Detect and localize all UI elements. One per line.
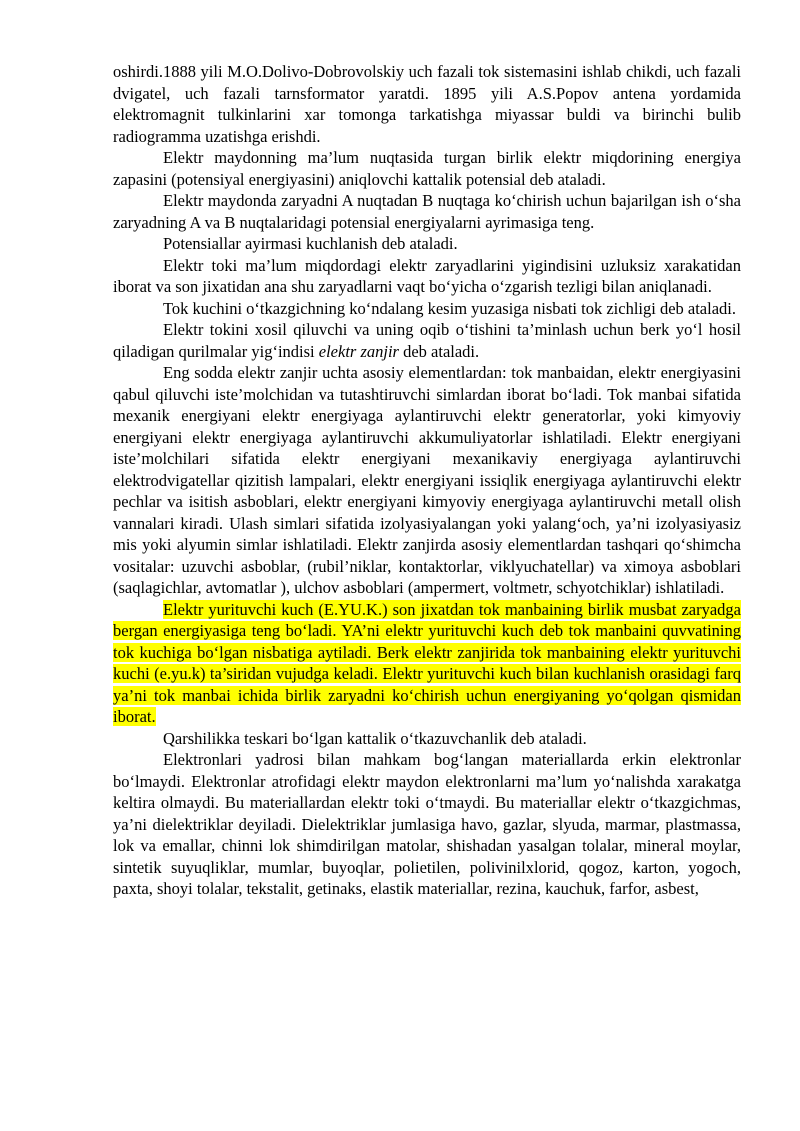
highlighted-text: tok kuchiga bo‘lgan nisbatiga aytiladi. Berk elektr zanjirida tok manbaining elektr yurituvchi kuchi (e.yu.k) ta’siridan vujudga keladi. Elektr yurituvchi kuch bilan kuchlanish orasidagi farq ya’ni tok manbai ichida birlik zaryadni ko‘chirish uchun energiyaning yo‘qolgan qismidan iborat.	[113, 642, 741, 726]
text-run: deb ataladi.	[398, 341, 480, 361]
text-run: Elektr toki ma’lum miqdordagi elektr zaryadlarini yigindisini uzluksiz xarakatidan iborat va son jixatidan ana shu zaryadlarni vaqt bo‘yicha o‘zgarish tezligi bilan aniqlanadi.	[113, 255, 741, 296]
paragraph-p5	[113, 255, 741, 298]
text-run: Qarshilikka teskari bo‘lgan kattalik o‘tkazuvchanlik deb ataladi.	[163, 728, 587, 748]
text-run: oshirdi.1888 yili M.O.Dolivo-Dobrovolskiy uch fazali tok sistemasini ishlab chikdi, uch fazali dvigatel, uch fazali tarnsformator yaratdi. 1895 yili A.S.Popov antena yordamida elektromagnit tulkinlarini xar tomonga tarkatishga miyassar buldi va birinchi bulib radiogramma uzatishga erishdi.	[113, 62, 741, 146]
text-run: Potensiallar ayirmasi kuchlanish deb ataladi.	[163, 234, 458, 253]
paragraph-p3	[113, 190, 741, 233]
paragraph-p1	[113, 61, 741, 147]
text-run: Elektr maydonda zaryadni A nuqtadan B nuqtaga ko‘chirish uchun bajarilgan ish o‘sha zaryadning A va B nuqtalaridagi potensial energiyalarni ayrimasiga teng.	[113, 191, 741, 232]
paragraph-p9	[113, 599, 741, 728]
document-body	[113, 61, 741, 900]
paragraph-p2	[113, 147, 741, 190]
paragraph-p8	[113, 362, 741, 599]
paragraph-p10	[113, 728, 741, 750]
text-run: Elektr tokini xosil qiluvchi va uning oqib o‘tishini ta’minlash uchun berk yo‘l hosil qiladigan qurilmalar yig‘indisi	[113, 320, 741, 361]
paragraph-p4	[113, 233, 741, 255]
highlighted-text: Elektr yurituvchi kuch (E.YU.K.) son jixatdan tok manbaining birlik musbat zaryadga bergan energiyasiga teng bo‘ladi. YA’ni elektr yurituvchi kuch deb tok manbaini quvvatining	[113, 599, 741, 640]
paragraph-p6	[113, 298, 741, 320]
text-run: Eng sodda elektr zanjir uchta asosiy elementlardan: tok manbaidan, elektr energiyasini qabul qiluvchi iste’molchidan va tutashtiruvchi simlardan iborat bo‘ladi. Tok manbai sifatida mexanik energiyani elektr energiyaga aylantiruvchi elektr generatorlar, yoki kimyoviy energiyani elektr energiyaga aylantiruvchi akkumuliyatorlar ishlatiladi. Elektr energiyani iste’molchilari sifatida elektr energiyani mexanikaviy energiyaga aylantiruvchi elektrodvigatellar qizitish lampalari, elektr energiyani issiqlik energiyaga aylantiruvchi elektr pechlar va isitish asboblari, elektr energiyani kimyoviy energiyaga aylantiruvchi metall olish vannalari kiradi. Ulash simlari sifatida izolyasiyalangan yoki yalang‘och, ya’ni izolyasiyasiz mis yoki alyumin simlar ishlatiladi. Elektr zanjirda asosiy elementlardan tashqari qo‘shimcha vositalar: uzuvchi asboblar, (rubil’niklar, kontaktorlar, viklyuchatellar) va ximoya asboblari (saqlagichlar, avtomatlar ), ulchov asboblari (ampermert, voltmetr, schyotchiklar) ishlatiladi.	[113, 363, 741, 597]
text-run: Elektronlari yadrosi bilan mahkam bog‘langan materiallarda erkin elektronlar bo‘lmaydi. Elektronlar atrofidagi elektr maydon elektronlarni ma’lum yo‘nalishda xarakatga keltira olmaydi. Bu materiallardan elektr toki o‘tmaydi. Bu materiallar elektr o‘tkazgichmas, ya’ni dielektriklar deyiladi. Dielektriklar jumlasiga havo, gazlar, slyuda, marmar, plastmassa, lok va emallar, chinni lok shimdirilgan matolar, shishadan yasalgan tolalar, mineral moylar, sintetik suyuqliklar, mumlar, buyoqlar, polietilen, polivinilxlorid, qogoz, karton, yogoch, paxta, shoyi tolalar, tekstalit, getinaks, elastik materiallar, rezina, kauchuk, farfor, asbest,	[113, 750, 741, 898]
italic-term: elektr zanjir	[318, 341, 399, 361]
paragraph-p7	[113, 319, 741, 362]
paragraph-p11	[113, 749, 741, 900]
text-run: Tok kuchini o‘tkazgichning ko‘ndalang kesim yuzasiga nisbati tok zichligi deb ataladi.	[163, 298, 736, 318]
text-run: Elektr maydonning ma’lum nuqtasida turgan birlik elektr miqdorining energiya zapasini (potensiyal energiyasini) aniqlovchi kattalik potensial deb ataladi.	[113, 148, 741, 189]
